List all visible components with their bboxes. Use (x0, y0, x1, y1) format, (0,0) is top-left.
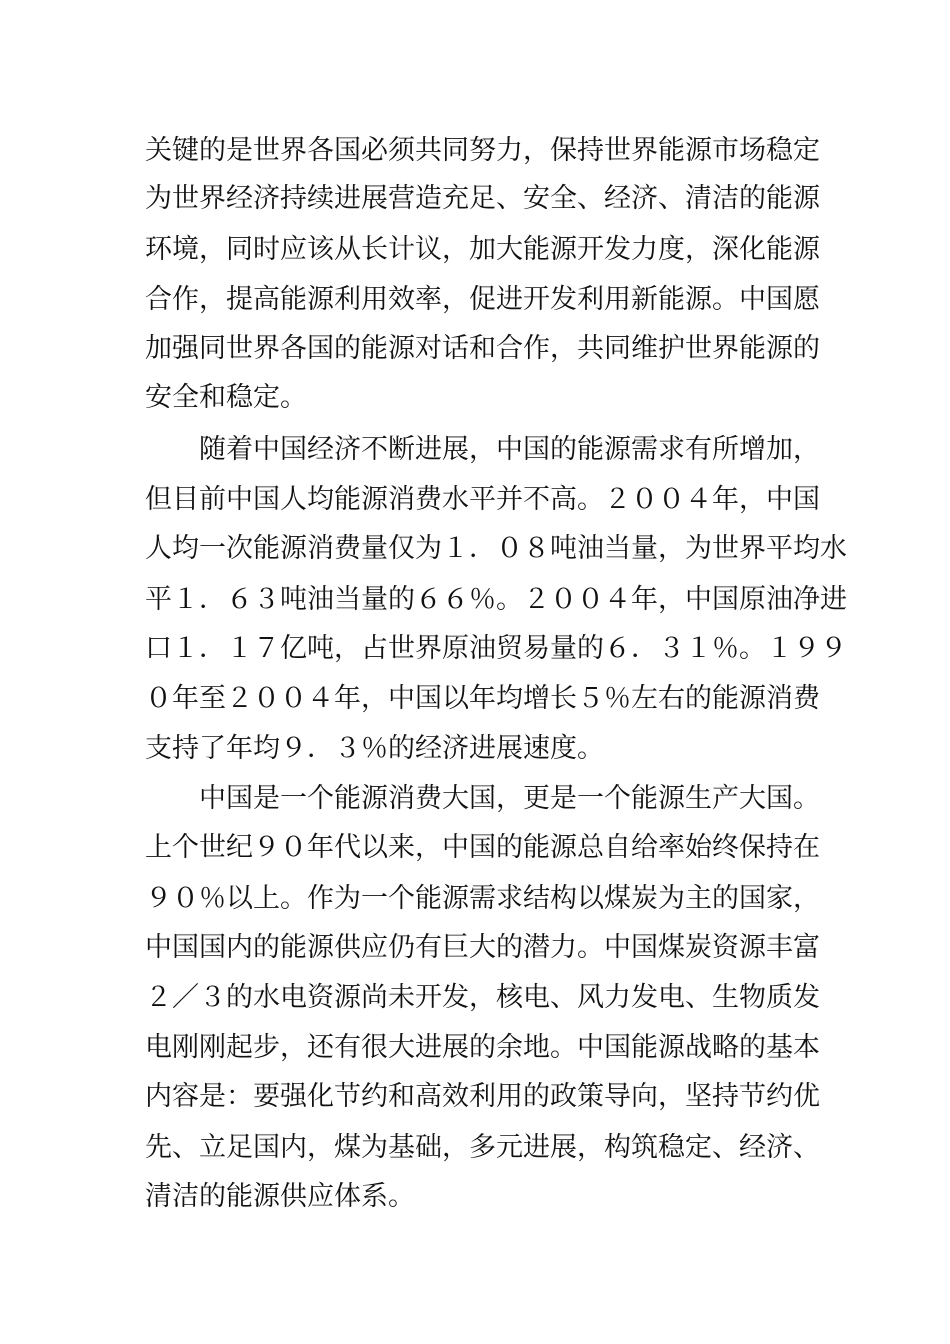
text-line: 环境，同时应该从长计议，加大能源开发力度，深化能源 (145, 234, 820, 265)
text-line: ０年至２００４年，中国以年均增长５％左右的能源消费 (145, 683, 820, 714)
text-line: 为世界经济持续进展营造充足、安全、经济、清洁的能源 (145, 183, 820, 214)
text-line: 安全和稳定。 (145, 382, 307, 413)
text-line: ９０％以上。作为一个能源需求结构以煤炭为主的国家， (145, 883, 820, 914)
text-line: ２／３的水电资源尚未开发，核电、风力发电、生物质发 (145, 982, 820, 1013)
text-line: 口１．１７亿吨，占世界原油贸易量的６．３１％。１９９ (145, 633, 847, 664)
text-line: 支持了年均９．３％的经济进展速度。 (145, 733, 604, 764)
text-line: 随着中国经济不断进展，中国的能源需求有所增加， (199, 434, 820, 465)
text-line: 内容是：要强化节约和高效利用的政策导向，坚持节约优 (145, 1081, 820, 1112)
text-line: 电刚刚起步，还有很大进展的余地。中国能源战略的基本 (145, 1032, 820, 1063)
text-line: 但目前中国人均能源消费水平并不高。２００４年，中国 (145, 484, 820, 515)
text-line: 平１．６３吨油当量的６６％。２００４年，中国原油净进 (145, 584, 847, 615)
text-line: 合作，提高能源利用效率，促进开发利用新能源。中国愿 (145, 284, 820, 315)
text-line: 中国国内的能源供应仍有巨大的潜力。中国煤炭资源丰富 (145, 932, 820, 963)
text-line: 人均一次能源消费量仅为１．０８吨油当量，为世界平均水 (145, 533, 847, 564)
text-line: 加强同世界各国的能源对话和合作，共同维护世界能源的 (145, 333, 820, 364)
text-line: 关键的是世界各国必须共同努力，保持世界能源市场稳定 (145, 135, 820, 166)
text-line: 先、立足国内，煤为基础，多元进展，构筑稳定、经济、 (145, 1132, 820, 1163)
text-line: 清洁的能源供应体系。 (145, 1181, 415, 1212)
text-line: 中国是一个能源消费大国，更是一个能源生产大国。 (199, 783, 820, 814)
text-line: 上个世纪９０年代以来，中国的能源总自给率始终保持在 (145, 832, 820, 863)
